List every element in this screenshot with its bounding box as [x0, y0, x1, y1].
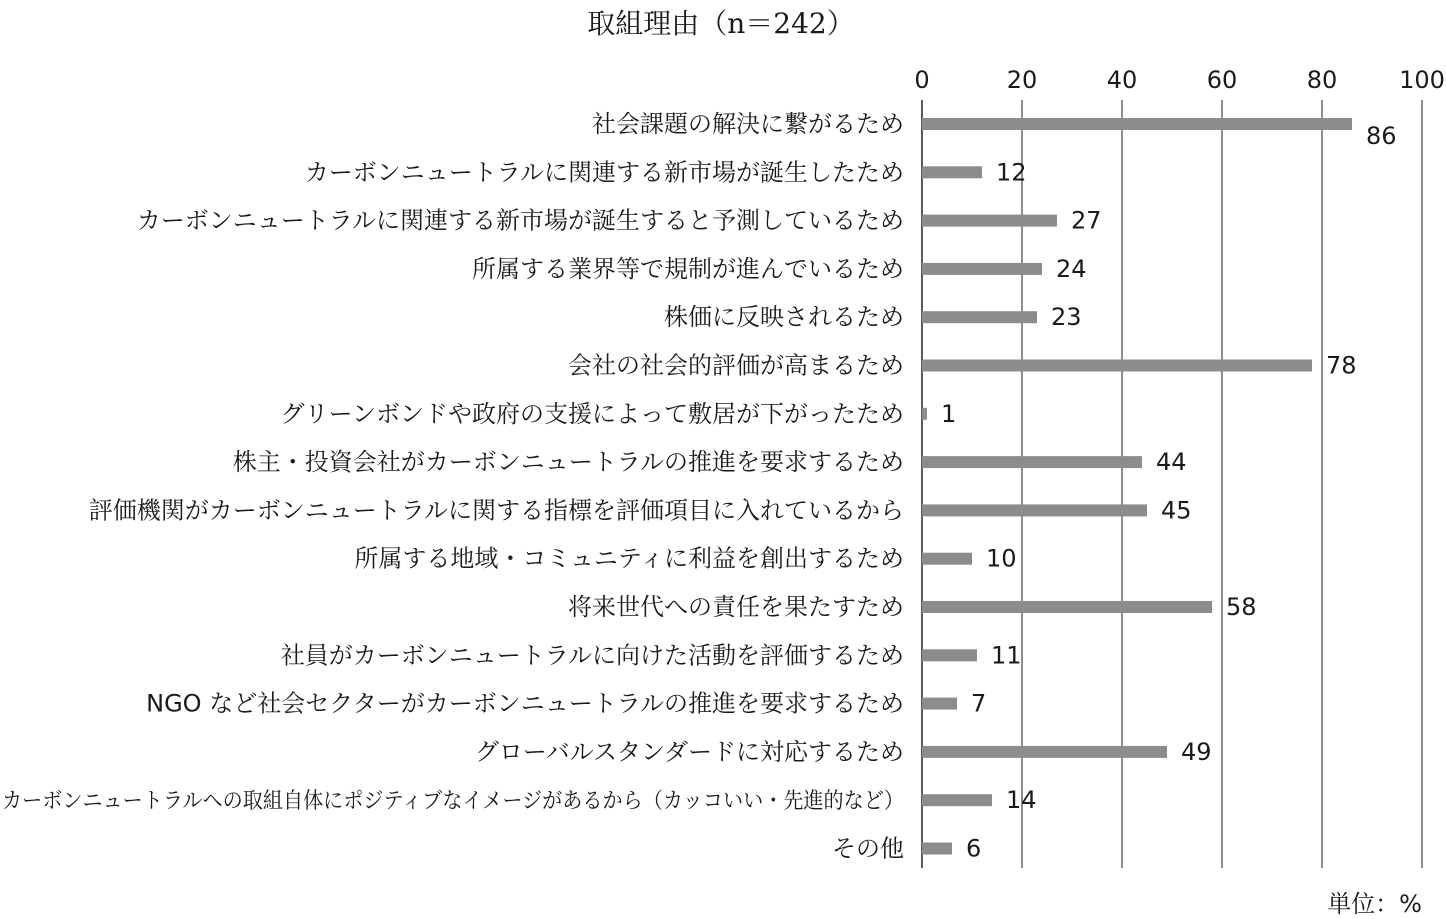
category-label: グローバルスタンダードに対応するため [474, 737, 904, 766]
value-label: 10 [986, 544, 1017, 573]
category-label: その他 [832, 834, 904, 863]
bar [922, 794, 992, 806]
value-label: 12 [996, 158, 1027, 187]
bar [922, 118, 1352, 130]
category-label: 社員がカーボンニュートラルに向けた活動を評価するため [280, 641, 904, 670]
value-label: 14 [1006, 786, 1037, 815]
tick-label: 40 [1106, 66, 1138, 94]
value-label: 86 [1366, 122, 1397, 150]
tick-label: 80 [1306, 66, 1338, 94]
value-label: 44 [1156, 448, 1187, 477]
unit-label: 単位：% [1327, 890, 1422, 918]
category-label: グリーンボンドや政府の支援によって敷居が下がったため [280, 399, 904, 428]
bar [922, 649, 977, 661]
category-label: 株価に反映されるため [664, 303, 904, 332]
bar [922, 311, 1037, 323]
bar [922, 456, 1142, 468]
value-label: 23 [1051, 303, 1082, 332]
bar [922, 263, 1042, 275]
value-label: 49 [1181, 737, 1212, 766]
chart-title: 取組理由（n＝242） [587, 7, 855, 40]
category-label: カーボンニュートラルに関連する新市場が誕生したため [304, 158, 904, 187]
bar [922, 601, 1212, 613]
category-label: 会社の社会的評価が高まるため [568, 351, 904, 380]
value-label: 24 [1056, 254, 1087, 283]
bar [922, 215, 1057, 227]
tick-label: 100 [1399, 66, 1445, 94]
value-label: 58 [1226, 593, 1257, 621]
bar [922, 504, 1147, 516]
value-label: 6 [966, 834, 982, 863]
category-label: 所属する地域・コミュニティに利益を創出するため [354, 544, 904, 573]
value-label: 78 [1326, 351, 1357, 380]
bar [922, 746, 1167, 758]
category-label: 所属する業界等で規制が進んでいるため [472, 254, 904, 283]
category-label: NGO など社会セクターがカーボンニュートラルの推進を要求するため [146, 689, 904, 718]
category-label: 評価機関がカーボンニュートラルに関する指標を評価項目に入れているから [88, 496, 904, 525]
bar [922, 360, 1312, 372]
value-label: 11 [991, 641, 1022, 670]
tick-label: 60 [1206, 66, 1238, 94]
bar [922, 553, 972, 565]
category-label: 将来世代への責任を果たすため [568, 593, 904, 621]
value-label: 1 [941, 399, 957, 428]
bar [922, 698, 957, 710]
category-label: カーボンニュートラルへの取組自体にポジティブなイメージがあるから（カッコいい・先進的など） [2, 789, 904, 815]
bar [922, 166, 982, 178]
bar [922, 843, 952, 855]
tick-label: 20 [1006, 66, 1038, 94]
value-label: 27 [1071, 206, 1102, 235]
value-label: 7 [971, 689, 987, 718]
tick-label: 0 [914, 66, 930, 94]
category-label: カーボンニュートラルに関連する新市場が誕生すると予測しているため [136, 206, 904, 235]
category-label: 社会課題の解決に繋がるため [592, 110, 904, 138]
bar [922, 408, 927, 420]
category-label: 株主・投資会社がカーボンニュートラルの推進を要求するため [232, 448, 904, 477]
value-label: 45 [1161, 496, 1192, 525]
